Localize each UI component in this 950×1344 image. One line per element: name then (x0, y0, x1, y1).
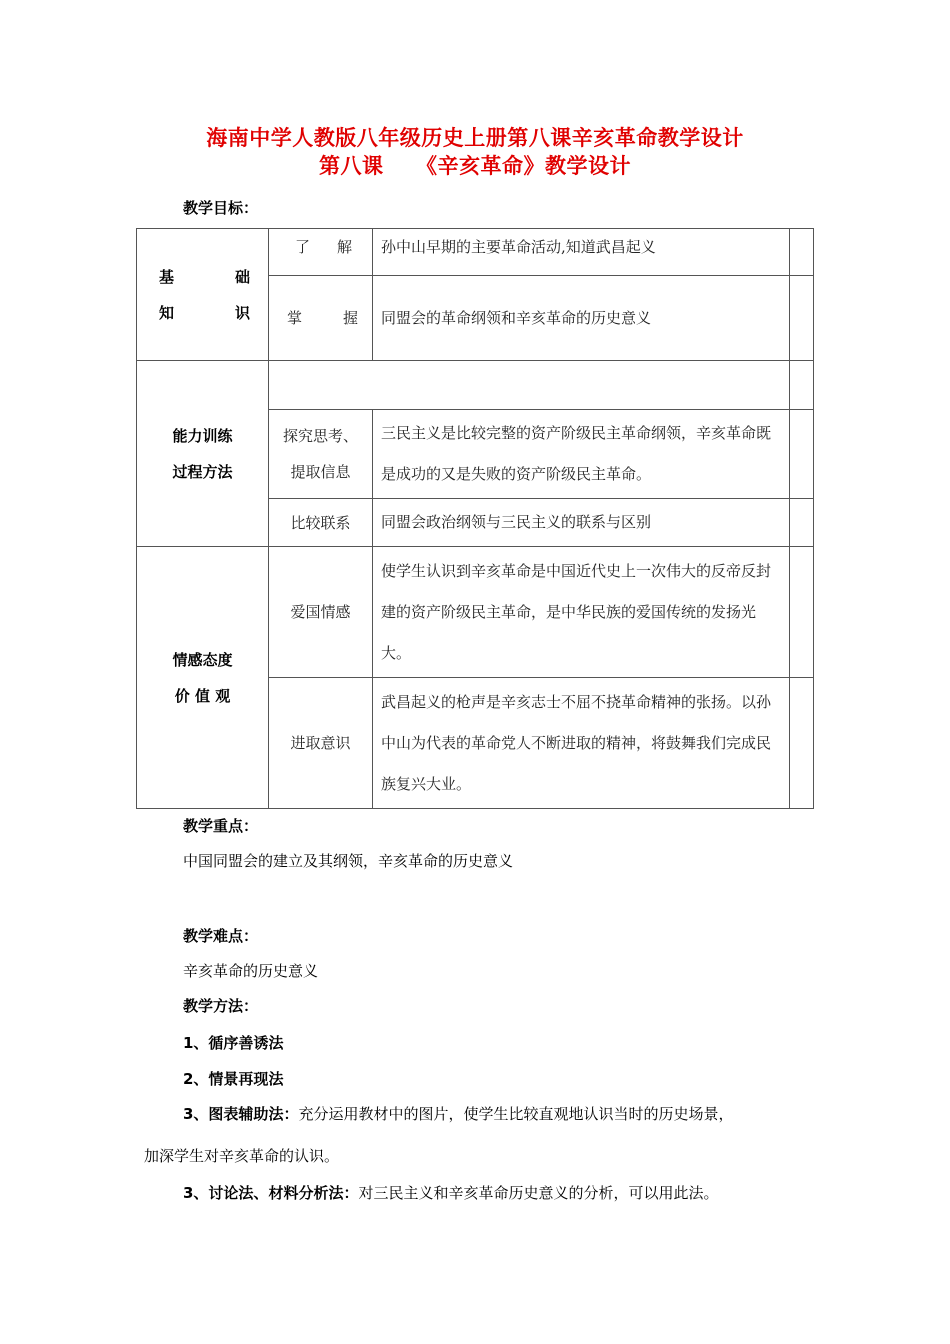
method-label: 3、讨论法、材料分析法： (183, 1184, 359, 1202)
objective-text: 孙中山早期的主要革命活动,知道武昌起义 (373, 229, 790, 276)
objective-text: 使学生认识到辛亥革命是中国近代史上一次伟大的反帝反封建的资产阶级民主革命，是中华民族的爱国传统的发扬光大。 (373, 547, 790, 678)
objective-text: 同盟会政治纲领与三民主义的联系与区别 (373, 499, 790, 547)
empty-cell (790, 276, 814, 361)
objectives-heading: 教学目标： (183, 199, 259, 217)
method-text: 充分运用教材中的图片，使学生比较直观地认识当时的历史场景， (298, 1105, 734, 1123)
objectives-table (136, 228, 814, 809)
empty-cell (269, 361, 790, 410)
objective-text: 武昌起义的枪声是辛亥志士不屈不挠革命精神的张扬。以孙中山为代表的革命党人不断进取的精神，将鼓舞我们完成民族复兴大业。 (373, 678, 790, 809)
method-text: 对三民主义和辛亥革命历史意义的分析，可以用此法。 (358, 1184, 719, 1202)
method-text-continued: 加深学生对辛亥革命的认识。 (144, 1147, 340, 1165)
empty-cell (790, 361, 814, 410)
sub-understand: 了 解 (269, 229, 373, 276)
method-item (183, 1103, 733, 1124)
method-label: 3、图表辅助法： (183, 1105, 299, 1123)
document-title: 海南中学人教版八年级历史上册第八课辛亥革命教学设计 (206, 126, 744, 150)
method-item (183, 1182, 718, 1203)
difficulty-text: 辛亥革命的历史意义 (183, 962, 319, 980)
method-item: 1、循序善诱法 (183, 1034, 284, 1052)
sub-patriotism: 爱国情感 (269, 547, 373, 678)
table-row (137, 547, 814, 678)
sub-explore: 探究思考、 提取信息 (269, 410, 373, 499)
sub-enterprise: 进取意识 (269, 678, 373, 809)
empty-cell (790, 229, 814, 276)
category-basic-knowledge: 基 础 知 识 (137, 229, 269, 361)
sub-compare: 比较联系 (269, 499, 373, 547)
category-ability: 能力训练 过程方法 (137, 361, 269, 547)
category-emotion: 情感态度 价 值 观 (137, 547, 269, 809)
key-point-text: 中国同盟会的建立及其纲领，辛亥革命的历史意义 (183, 852, 514, 870)
key-point-heading: 教学重点： (183, 817, 259, 835)
objective-text: 同盟会的革命纲领和辛亥革命的历史意义 (373, 276, 790, 361)
empty-cell (790, 547, 814, 678)
empty-cell (790, 499, 814, 547)
empty-cell (790, 410, 814, 499)
difficulty-heading: 教学难点： (183, 927, 259, 945)
table-row (137, 361, 814, 410)
method-item: 2、情景再现法 (183, 1070, 284, 1088)
methods-heading: 教学方法： (183, 997, 259, 1015)
document-subtitle: 第八课 《辛亥革命》教学设计 (319, 154, 631, 178)
table-row (137, 229, 814, 276)
sub-master: 掌 握 (269, 276, 373, 361)
empty-cell (790, 678, 814, 809)
objective-text: 三民主义是比较完整的资产阶级民主革命纲领，辛亥革命既是成功的又是失败的资产阶级民主革命。 (373, 410, 790, 499)
